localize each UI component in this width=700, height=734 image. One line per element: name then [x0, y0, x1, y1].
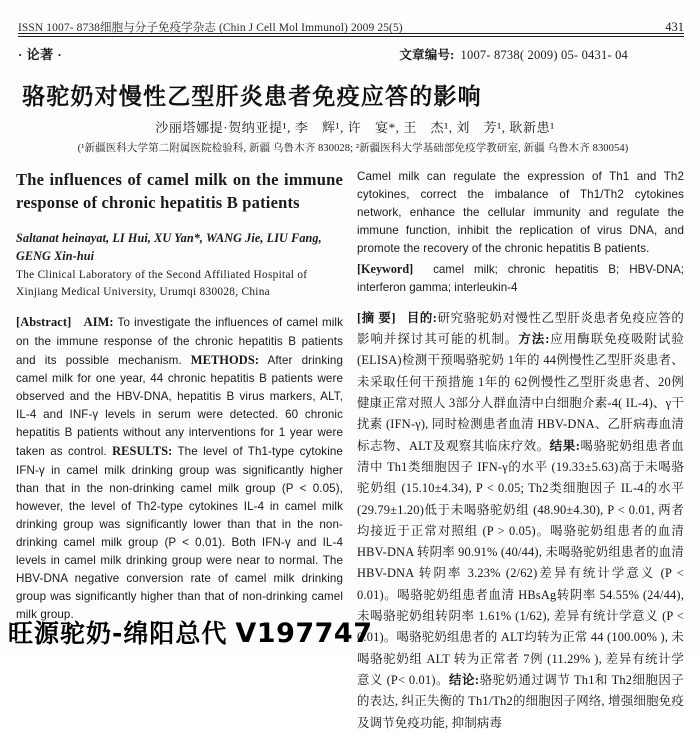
article-number — [399, 45, 628, 63]
header-rule — [18, 33, 684, 37]
english-keywords-block — [357, 260, 684, 297]
watermark-chinese-text: 旺源驼奶-绵阳总代 — [8, 619, 228, 648]
english-abstract-label: [Abstract] — [16, 315, 72, 330]
english-methods-label: METHODS: — [190, 352, 260, 367]
journal-citation-line: ISSN 1007- 8738细胞与分子免疫学杂志 (Chin J Cell Mol Immunol) 2009 25(5) — [18, 22, 403, 34]
english-conclusion-text: Camel milk can regulate the expression of Th1 and Th2 cytokines, correct the imbalance of Th1/Th2 cytokines network, enhance the cellular immunity and regulate the immune function, inhibit the replication of virus DNA, and promote the recovery of the chronic hepatitis B patients. — [357, 170, 684, 256]
english-abstract — [16, 313, 343, 624]
chinese-affiliation: (¹新疆医科大学第二附属医院检验科, 新疆 乌鲁木齐 830028; ²新疆医科大学基础部免疫学教研室, 新疆 乌鲁木齐 830054) — [77, 143, 629, 154]
left-column — [16, 168, 343, 655]
article-category: · 论著 · — [18, 47, 63, 62]
english-title: The influences of camel milk on the immune response of chronic hepatitis B patients — [16, 170, 343, 213]
article-number-value: 1007- 8738( 2009) 05- 0431- 04 — [460, 48, 628, 62]
chinese-aim-label: 目的: — [406, 310, 438, 325]
running-head — [18, 15, 684, 35]
chinese-methods-text: 应用酶联免疫吸附试验 (ELISA)检测干预喝骆驼奶 1年的 44例慢性乙型肝炎患者、未采取任何干预措施 1年的 62例慢性乙型肝炎患者、20例健康正常对照人 3部分人群血清中白细胞介素-4( IL-4)、γ干扰素 (IFN-γ), 同时检测患者血清 HBV-DNA、乙肝病毒血清标志物、ALT及观察其临床疗效。 — [357, 331, 685, 453]
english-aim-text: To investigate the influences of camel milk on the immune response of the chronic hepatitis B patients and its possible mechanism. — [16, 316, 343, 367]
english-abstract-continued — [357, 168, 684, 258]
english-keywords-label: [Keyword] — [357, 262, 414, 277]
chinese-results-text: 喝骆驼奶组患者血清中 Th1类细胞因子 IFN-γ的水平 (19.33±5.63)高于未喝骆驼奶组 (15.10±4.34), P < 0.05; Th2类细胞因子 IL-4的水平 (29.79±1.20)低于未喝骆驼奶组 (48.90±4.30), P < 0.01, 两者均接近于正常对照组 (P > 0.05)。喝骆驼奶组患者的血清 HBV-DNA 转阴率 90.91% (40/44), 未喝骆驼奶组患者的血清 HBV-DNA 转阴率 3.23% (2/62)差异有统计学意义 (P < 0.01)。喝骆驼奶组患者血清 HBsAg转阴率 54.55% (24/44), 未喝骆驼奶组转阴率 1.61% (1/62), 差异有统计学意义 (P < 0.01)。喝骆驼奶组患者的 ALT均转为正常 44 (100.00% ), 未喝骆驼奶组 ALT 转为正常者 7例 (11.29% ), 差异有统计学意义 (P< 0.01)。 — [357, 438, 684, 688]
chinese-abstract — [357, 308, 684, 734]
english-authors: Saltanat heinayat, LI Hui, XU Yan*, WANG Jie, LIU Fang, GENG Xin-hui — [16, 230, 322, 264]
chinese-title: 骆驼奶对慢性乙型肝炎患者免疫应答的影响 — [22, 84, 482, 109]
english-methods-text: After drinking camel milk for one year, 44 chronic hepatitis B patients were observed and the HBV-DNA, hepatitis B virus markers, ALT, IL-4 and INF-γ levels in serum were detected. 60 chronic hepatitis B patients without any interventions for 1 year were taken as control. — [16, 353, 343, 459]
article-meta-row — [18, 44, 684, 63]
article-number-label: 文章编号: — [399, 48, 455, 62]
chinese-conclusion-label: 结论: — [449, 673, 480, 688]
chinese-results-label: 结果: — [549, 438, 581, 453]
english-affiliation: The Clinical Laboratory of the Second Affiliated Hospital of Xinjiang Medical University, Urumqi 830028, China — [16, 269, 308, 299]
chinese-abstract-label: [摘 要] — [357, 310, 396, 325]
two-column-body — [16, 168, 685, 730]
page-number: 431 — [665, 20, 684, 34]
watermark-code: V197747 — [235, 618, 373, 649]
chinese-aim-text: 研究骆驼奶对慢性乙型肝炎患者免疫应答的影响并探讨其可能的机制。 — [357, 310, 684, 346]
chinese-methods-label: 方法: — [518, 331, 550, 346]
english-keywords-text: camel milk; chronic hepatitis B; HBV-DNA; interferon gamma; interleukin-4 — [357, 263, 684, 295]
english-results-text: The level of Th1-type cytokine IFN-γ in camel milk drinking group was significantly higher than that in the non-drinking camel milk group (P < 0.05), however, the level of Th2-type cytokines IL-4 in camel milk drinking group was significantly lower than that in the non-drinking camel milk group (P < 0.01). Both IFN-γ and IL-4 levels in camel milk drinking group were near to normal. The HBV-DNA negative conversion rate of camel milk drinking group was significantly higher than that of non-drinking camel milk group. — [16, 445, 343, 622]
english-aim-label: AIM: — [83, 315, 114, 330]
chinese-conclusion-text: 骆驼奶通过调节 Th1和 Th2细胞因子的表达, 纠正失衡的 Th1/Th2的细胞因子网络, 增强细胞免疫及调节免疫功能, 抑制病毒 — [357, 673, 684, 730]
english-results-label: RESULTS: — [112, 444, 173, 459]
chinese-authors: 沙丽塔娜提·贺纳亚提¹, 李 辉¹, 许 宴*, 王 杰¹, 刘 芳¹, 耿新患¹ — [155, 120, 555, 135]
right-column — [357, 168, 685, 730]
